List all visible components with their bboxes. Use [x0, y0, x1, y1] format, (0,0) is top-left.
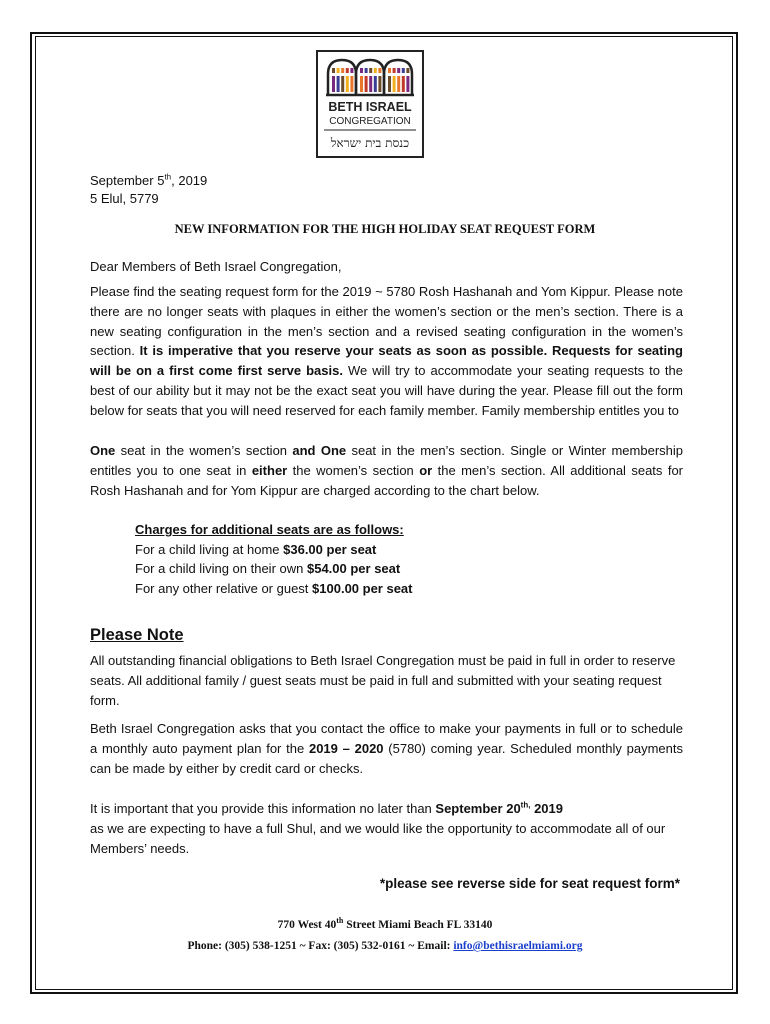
hebrew-date: 5 Elul, 5779: [90, 191, 159, 206]
email-link[interactable]: info@bethisraelmiami.org: [453, 940, 583, 952]
congregation-logo: [316, 50, 424, 158]
logo-bar: [332, 76, 335, 92]
logo-bar: [337, 68, 340, 73]
footer: [90, 915, 680, 957]
logo-hebrew: כנסת בית ישראל: [330, 136, 410, 150]
logo-bar: [341, 68, 344, 73]
logo-bar: [365, 68, 368, 73]
logo-graphic: [316, 50, 424, 158]
logo-bar: [369, 68, 372, 73]
logo-bar: [360, 76, 363, 92]
logo-bar: [397, 68, 400, 73]
charge-row: For a child living at home $36.00 per seat: [135, 541, 377, 557]
footer-contact: Phone: (305) 538-1251 ~ Fax: (305) 532-0161 ~ Email: info@bethisraelmiami.org: [187, 940, 583, 952]
logo-bar: [337, 76, 340, 92]
logo-bar: [402, 68, 405, 73]
logo-bar: [397, 76, 400, 92]
footer-address: 770 West 40th Street Miami Beach FL 33140: [277, 916, 493, 931]
logo-bar: [360, 68, 363, 73]
logo-bar: [346, 76, 349, 92]
charge-row: For any other relative or guest $100.00 per seat: [135, 580, 413, 596]
logo-bar: [346, 68, 349, 73]
logo-bar: [369, 76, 372, 92]
logo-bar: [406, 68, 409, 73]
logo-bar: [388, 68, 391, 73]
logo-bar: [378, 68, 381, 73]
deadline-paragraph: It is important that you provide this information no later than September $20^{th,}$ 2019 as we are expecting to have a full Shul, and we would like the opportunity to accommodate all of our Members’ needs.: [90, 800, 666, 856]
logo-bar: [350, 68, 353, 73]
page-title: NEW INFORMATION FOR THE HIGH HOLIDAY SEAT REQUEST FORM: [174, 222, 596, 236]
obligations-paragraph: All outstanding financial obligations to Beth Israel Congregation must be paid in full in order to reserve seats. All additional family / guest seats must be paid in full and submitted with your seating request form.: [90, 653, 676, 708]
logo-bar: [350, 76, 353, 92]
reverse-side-notice: *please see reverse side for seat request form*: [379, 876, 680, 891]
logo-bar: [378, 76, 381, 92]
charges-title: Charges for additional seats are as follows:: [135, 522, 404, 537]
letter-date: [90, 172, 207, 208]
salutation: Dear Members of Beth Israel Congregation,: [90, 259, 342, 274]
please-note-heading: Please Note: [90, 626, 184, 644]
payments-paragraph: Beth Israel Congregation asks that you contact the office to make your payments in full or to schedule a monthly auto payment plan for the 2019 – 2020 (5780) coming year. Scheduled monthly payments can be made by either by credit card or checks.: [90, 721, 683, 776]
logo-line1: BETH ISRAEL: [328, 100, 412, 114]
intro-paragraph: Please find the seating request form for the 2019 ~ 5780 Rosh Hashanah and Yom Kippur. Please note there are no longer seats with plaques in either the women’s section or the men’s section. There is a new seating configuration in the men’s section and a revised seating configuration in the women’s section. It is imperative that you reserve your seats as soon as possible. Requests for seating will be on a first come first serve basis. We will try to accommodate your seating requests to the best of our ability but it may not be the exact seat you will have during the year. Please fill out the form below for seats that you will need reserved for each family member. Family membership entitles you to: [90, 284, 683, 418]
logo-bar: [332, 68, 335, 73]
logo-bar: [365, 76, 368, 92]
charges-list: [135, 520, 413, 598]
logo-bar: [402, 76, 405, 92]
logo-bar: [393, 76, 396, 92]
logo-bar: [374, 76, 377, 92]
logo-bar: [374, 68, 377, 73]
logo-bar: [341, 76, 344, 92]
charge-row: For a child living on their own $54.00 per seat: [135, 561, 401, 576]
gregorian-date: September 5th, 2019: [90, 172, 208, 188]
logo-line2: CONGREGATION: [329, 116, 411, 127]
logo-bar: [393, 68, 396, 73]
membership-paragraph: One seat in the women’s section and One seat in the men’s section. Single or Winter membership entitles you to one seat in either the women’s section or the men’s section. All additional seats for Rosh Hashanah and for Yom Kippur are charged according to the chart below.: [90, 443, 684, 498]
logo-bar: [388, 76, 391, 92]
logo-bar: [406, 76, 409, 92]
